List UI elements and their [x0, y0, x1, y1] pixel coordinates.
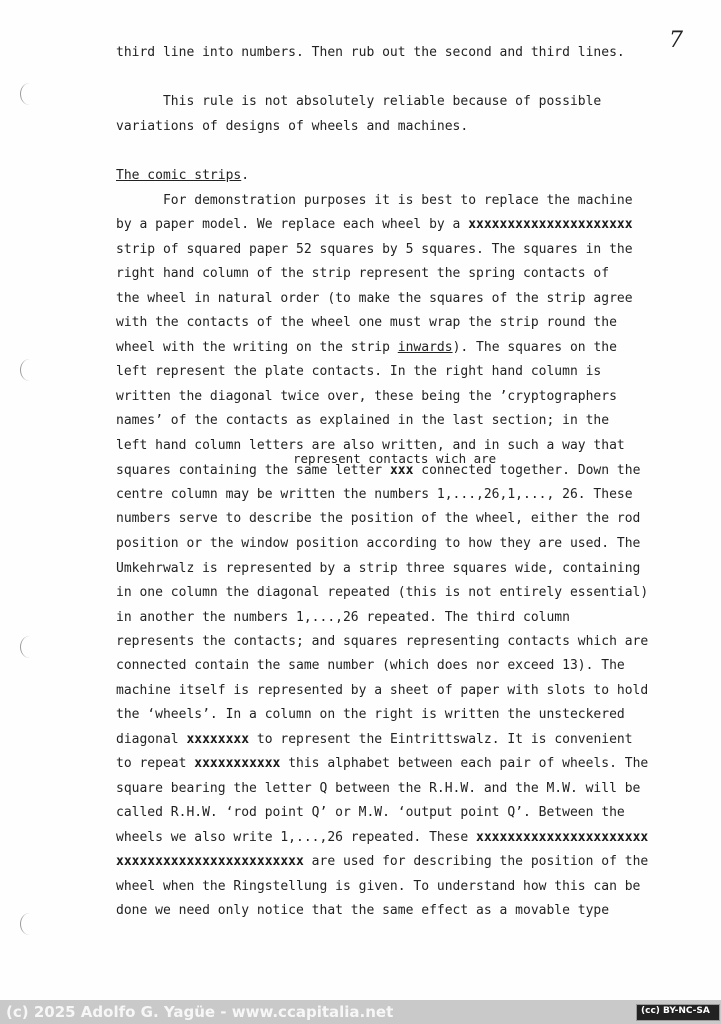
text-line: This rule is not absolutely reliable because of possible — [116, 94, 602, 109]
text-line — [116, 732, 633, 748]
text-line: connected contain the same number (which does nor exceed 13). The — [116, 658, 625, 673]
text-span: wheel with the writing on the strip — [116, 340, 398, 355]
binder-hole — [20, 359, 39, 381]
text-span: are used for describing the position of the — [303, 854, 649, 869]
text-span: squares containing the same letter — [116, 463, 390, 478]
text-line: left represent the plate contacts. In the right hand column is — [116, 364, 602, 379]
text-line: left hand column letters are also written, and in such a way that — [116, 438, 625, 453]
text-line: the ‘wheels’. In a column on the right is written the unsteckered — [116, 707, 625, 722]
strikeout-xs: xxxxxxxxxxx — [194, 756, 281, 771]
section-heading — [116, 168, 249, 184]
strikeout-xs: xxxxxxxxxxxxxxxxxxxxx — [468, 217, 633, 232]
text-line: called R.H.W. ‘rod point Q’ or M.W. ‘output point Q’. Between the — [116, 805, 625, 820]
text-line: with the contacts of the wheel one must wrap the strip round the — [116, 315, 617, 330]
text-line: right hand column of the strip represent the spring contacts of — [116, 266, 610, 281]
text-line: represents the contacts; and squares representing contacts which are — [116, 634, 649, 649]
text-line: wheel when the Ringstellung is given. To understand how this can be — [116, 879, 641, 894]
strikeout-xs: xxxxxxxxxxxxxxxxxxxxxxxx — [116, 854, 304, 869]
underlined-word: inwards — [397, 340, 453, 355]
text-line: the wheel in natural order (to make the squares of the strip agree — [116, 291, 633, 306]
text-line — [116, 854, 648, 870]
copyright-text: (c) 2025 Adolfo G. Yagüe - www.ccapitalia.net — [6, 1003, 394, 1021]
text-span: ). The squares on the — [452, 340, 617, 355]
page-number: 7 — [669, 28, 683, 53]
heading-period: . — [241, 168, 250, 183]
text-line — [116, 830, 648, 846]
text-line: centre column may be written the numbers 1,...,26,1,..., 26. These — [116, 487, 633, 502]
text-line: Umkehrwalz is represented by a strip three squares wide, containing — [116, 561, 641, 576]
text-line: written the diagonal twice over, these being the ’cryptographers — [116, 389, 617, 404]
text-line: variations of designs of wheels and machines. — [116, 119, 469, 134]
cc-license-badge[interactable] — [636, 1004, 720, 1021]
text-line: done we need only notice that the same effect as a movable type — [116, 903, 610, 918]
text-span: diagonal — [116, 732, 187, 747]
text-line: in one column the diagonal repeated (this is not entirely essential) — [116, 585, 649, 600]
cc-license-text: (cc) BY-NC-SA — [641, 1006, 710, 1016]
text-line: For demonstration purposes it is best to replace the machine — [116, 193, 633, 208]
text-line: machine itself is represented by a sheet of paper with slots to hold — [116, 683, 649, 698]
text-line: names’ of the contacts as explained in the last section; in the — [116, 413, 610, 428]
text-line — [116, 217, 633, 233]
copyright-footer — [0, 1000, 721, 1024]
text-span: wheels we also write 1,...,26 repeated. These — [116, 830, 477, 845]
strikeout-xs: xxxxxxxxxxxxxxxxxxxxxx — [476, 830, 649, 845]
binder-hole — [20, 913, 39, 935]
text-line: in another the numbers 1,...,26 repeated. The third column — [116, 610, 570, 625]
binder-hole — [20, 636, 39, 658]
text-line — [116, 340, 617, 356]
text-span: this alphabet between each pair of wheels. The — [280, 756, 649, 771]
text-line: position or the window position according to how they are used. The — [116, 536, 641, 551]
section-heading-text: The comic strips — [116, 168, 242, 183]
interlinear-insertion: represent contacts wich are — [293, 451, 497, 466]
text-line: numbers serve to describe the position of the wheel, either the rod — [116, 511, 641, 526]
text-span: connected together. Down the — [413, 463, 641, 478]
binder-hole — [20, 83, 39, 105]
text-span: to represent the Eintrittswalz. It is convenient — [249, 732, 633, 747]
strikeout-xs: xxxxxxxx — [186, 732, 250, 747]
text-span: to repeat — [116, 756, 195, 771]
text-line: third line into numbers. Then rub out the second and third lines. — [116, 45, 625, 60]
text-line — [116, 756, 648, 772]
strikeout-xs: xxx — [389, 463, 414, 478]
text-line: strip of squared paper 52 squares by 5 squares. The squares in the — [116, 242, 633, 257]
text-span: by a paper model. We replace each wheel by a — [116, 217, 469, 232]
text-line: square bearing the letter Q between the R.H.W. and the M.W. will be — [116, 781, 641, 796]
text-line — [116, 463, 640, 479]
